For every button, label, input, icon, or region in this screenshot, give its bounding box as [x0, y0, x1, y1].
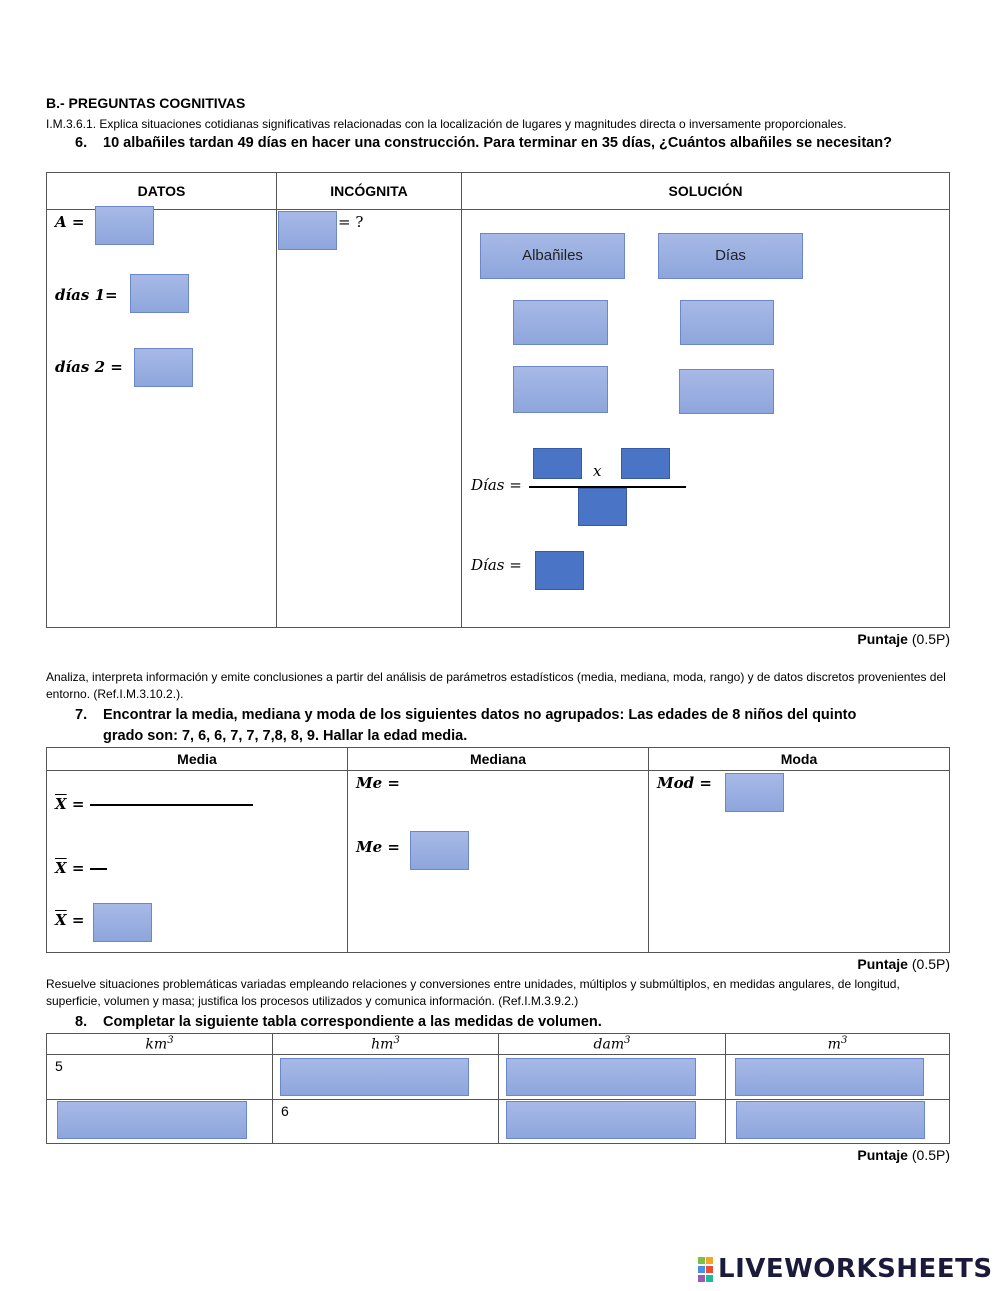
datos-label-dias1: días 1=: [55, 286, 118, 304]
answer-box-media[interactable]: [93, 903, 152, 942]
answer-box-denominator[interactable]: [578, 488, 627, 526]
header-datos: DATOS: [47, 173, 277, 210]
dias-result-label: Días =: [471, 556, 522, 574]
answer-box-dias-1[interactable]: [680, 300, 774, 345]
q8-indicator: Resuelve situaciones problemáticas variadas empleando relaciones y conversiones entre unidades, múltiplos y submúltiplos, en medidas angulares, de longitud, superficie, volumen y masa; justifica los procesos utilizados y comunica información. (Ref.I.M.3.9.2.): [46, 977, 900, 1008]
datos-label-a: A =: [55, 213, 85, 231]
header-dam3: dam$^3$: [499, 1034, 726, 1055]
header-solucion: SOLUCIÓN: [462, 173, 950, 210]
xbar-label-2: $\overline{X}$ =: [55, 859, 85, 877]
solution-header-dias: [658, 233, 803, 279]
xbar-label-3: $\overline{X}$ =: [55, 911, 85, 929]
q8-number: 8.: [75, 1014, 88, 1030]
liveworksheets-logo-text: LIVEWORKSHEETS: [718, 1254, 993, 1284]
answer-box-row2-dam3[interactable]: [506, 1101, 696, 1139]
header-incognita: INCÓGNITA: [277, 173, 462, 210]
me-label-1: Me =: [356, 774, 400, 792]
q8-text: Completar la siguiente tabla correspondiente a las medidas de volumen.: [103, 1014, 602, 1030]
solution-header-albaniles: [480, 233, 625, 279]
answer-box-albaniles-2[interactable]: [513, 366, 608, 413]
answer-box-mediana[interactable]: [410, 831, 469, 870]
q6-number: 6.: [75, 135, 88, 151]
answer-box-a[interactable]: [95, 206, 154, 245]
answer-box-dias-2[interactable]: [679, 369, 774, 414]
header-m3: $m^3$: [726, 1034, 950, 1055]
q7-text-line1: Encontrar la media, mediana y moda de los siguientes datos no agrupados: Las edades de 8 niños del quinto: [103, 707, 857, 723]
answer-box-incognita[interactable]: [278, 211, 337, 250]
q7-number: 7.: [75, 707, 88, 723]
q7-indicator: Analiza, interpreta información y emite conclusiones a partir del análisis de parámetros estadísticos (media, mediana, moda, rango) y de datos discretos provenientes del entorno. (Ref.I.M.3.10.2.).: [46, 670, 946, 701]
q7-text-line2: grado son: 7, 6, 6, 7, 7, 7,8, 8, 9. Hallar la edad media.: [103, 728, 468, 744]
q8-score: Puntaje (0.5P): [857, 1147, 950, 1163]
answer-box-dias-result[interactable]: [535, 551, 584, 590]
row2-hm3: 6: [273, 1100, 499, 1144]
me-label-2: Me =: [356, 838, 400, 856]
header-media: Media: [47, 748, 348, 771]
answer-box-row1-dam3[interactable]: [506, 1058, 696, 1096]
answer-box-row2-m3[interactable]: [736, 1101, 925, 1139]
answer-box-dias1[interactable]: [130, 274, 189, 313]
answer-box-row1-m3[interactable]: [735, 1058, 924, 1096]
row1-km3: 5: [47, 1055, 273, 1100]
xbar-label-1: $\overline{X}$ =: [55, 795, 85, 813]
incognita-text: = ?: [338, 213, 364, 231]
media-short-line: [90, 868, 107, 870]
media-cell: [47, 771, 348, 953]
section-title: B.- PREGUNTAS COGNITIVAS: [46, 95, 246, 111]
q7-score: Puntaje (0.5P): [857, 956, 950, 972]
header-mediana: Mediana: [348, 748, 649, 771]
q6-text: 10 albañiles tardan 49 días en hacer una construcción. Para terminar en 35 días, ¿Cuántos albañiles se necesitan?: [103, 135, 892, 151]
header-hm3: $hm^3$: [273, 1034, 499, 1055]
answer-box-numerator-1[interactable]: [533, 448, 582, 479]
q7-table: [46, 747, 950, 953]
datos-cell: [47, 210, 277, 628]
albaniles-label: Albañiles: [522, 247, 583, 264]
dias-formula-label: Días =: [471, 476, 522, 494]
answer-box-row1-hm3[interactable]: [280, 1058, 469, 1096]
answer-box-albaniles-1[interactable]: [513, 300, 608, 345]
mod-label: Mod =: [657, 774, 712, 792]
header-moda: Moda: [649, 748, 950, 771]
mediana-cell: [348, 771, 649, 953]
q6-indicator: I.M.3.6.1. Explica situaciones cotidianas significativas relacionadas con la localización de lugares y magnitudes directa o inversamente proporcionales.: [46, 117, 847, 131]
answer-box-moda[interactable]: [725, 773, 784, 812]
media-fraction-line: [90, 804, 253, 806]
times-symbol: x: [593, 462, 602, 480]
answer-box-dias2[interactable]: [134, 348, 193, 387]
dias-label: Días: [715, 247, 746, 264]
moda-cell: [649, 771, 950, 953]
header-km3: $km^3$: [47, 1034, 273, 1055]
q6-score: Puntaje (0.5P): [857, 631, 950, 647]
incognita-cell: [277, 210, 462, 628]
answer-box-numerator-2[interactable]: [621, 448, 670, 479]
datos-label-dias2: días 2 =: [55, 358, 123, 376]
answer-box-row2-km3[interactable]: [57, 1101, 247, 1139]
